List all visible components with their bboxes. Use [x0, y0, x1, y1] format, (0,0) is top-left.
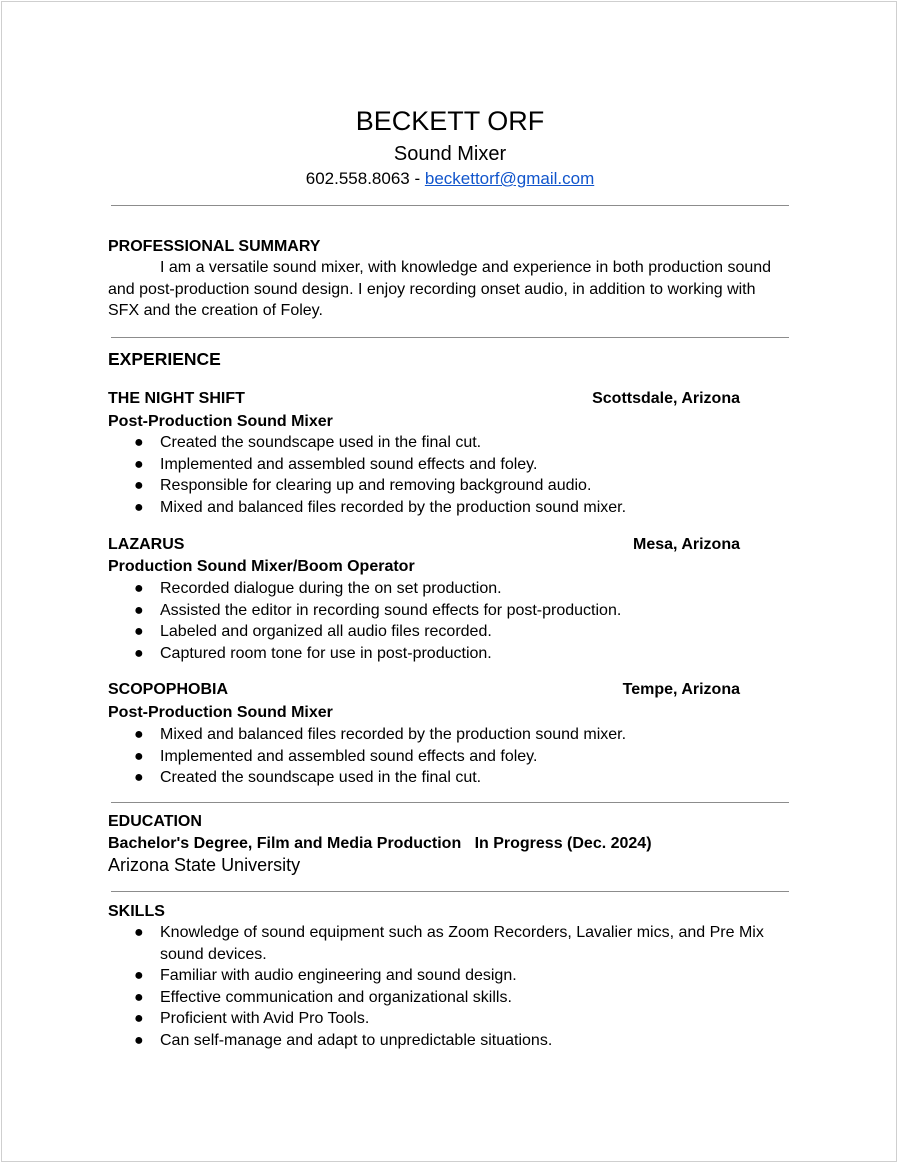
job-company: SCOPOPHOBIA — [108, 681, 229, 698]
list-item: ● Effective communication and organizational skills. — [0, 987, 780, 1009]
list-item: ● Created the soundscape used in the final cut. — [0, 432, 780, 454]
bullet-icon: ● — [134, 747, 144, 765]
list-item: ● Knowledge of sound equipment such as Zoom Recorders, Lavalier mics, and Pre Mix sound devices. — [134, 924, 764, 963]
job-bullets — [0, 578, 900, 664]
divider-education — [111, 891, 789, 892]
list-item: ● Assisted the editor in recording sound effects for post-production. — [0, 600, 780, 622]
job-bullets — [0, 724, 900, 789]
job-role: Post-Production Sound Mixer — [108, 704, 333, 721]
bullet-icon: ● — [134, 967, 144, 984]
bullet-icon: ● — [134, 988, 144, 1006]
job-location: Mesa, Arizona — [633, 536, 740, 553]
skills-list — [0, 922, 900, 1051]
experience-heading: EXPERIENCE — [108, 349, 221, 369]
summary-heading: PROFESSIONAL SUMMARY — [108, 238, 321, 255]
list-item: ● Implemented and assembled sound effects and foley. — [0, 746, 780, 768]
list-item: ● Captured room tone for use in post-production. — [0, 643, 780, 665]
bullet-icon: ● — [134, 924, 144, 941]
contact-line — [0, 168, 900, 190]
education-heading: EDUCATION — [108, 813, 202, 830]
list-item: ● Recorded dialogue during the on set production. — [0, 578, 780, 600]
list-item: ● Mixed and balanced files recorded by the production sound mixer. — [0, 497, 780, 519]
list-item: ● Created the soundscape used in the final cut. — [0, 767, 780, 789]
job-company: THE NIGHT SHIFT — [108, 390, 245, 407]
phone-number: 602.558.8063 — [305, 169, 410, 188]
school-name: Arizona State University — [108, 855, 301, 875]
bullet-icon: ● — [134, 726, 144, 743]
bullet-icon: ● — [134, 1031, 144, 1049]
bullet-icon: ● — [134, 455, 144, 473]
summary-text-block — [108, 257, 788, 322]
divider-experience — [111, 802, 789, 803]
job-location: Tempe, Arizona — [622, 681, 740, 698]
degree-name: Bachelor's Degree, Film and Media Production — [108, 835, 462, 852]
list-item: ● Familiar with audio engineering and sound design. — [0, 965, 780, 987]
bullet-icon: ● — [134, 1010, 144, 1027]
bullet-icon: ● — [134, 769, 144, 786]
list-item: ● Implemented and assembled sound effects and foley. — [0, 454, 780, 476]
candidate-title: Sound Mixer — [393, 143, 507, 165]
list-item: ● Can self-manage and adapt to unpredictable situations. — [0, 1030, 780, 1052]
job-bullets — [0, 432, 900, 518]
email-link[interactable]: beckettorf@gmail.com — [424, 169, 595, 188]
degree-status: In Progress (Dec. 2024) — [474, 835, 652, 852]
list-item: ● Proficient with Avid Pro Tools. — [0, 1008, 780, 1030]
bullet-icon: ● — [134, 434, 144, 451]
skills-heading: SKILLS — [108, 903, 165, 920]
divider-summary — [111, 337, 789, 338]
job-role: Production Sound Mixer/Boom Operator — [108, 558, 415, 575]
job-role: Post-Production Sound Mixer — [108, 413, 333, 430]
bullet-icon: ● — [134, 644, 144, 662]
bullet-icon: ● — [134, 601, 144, 619]
divider-header — [111, 205, 789, 206]
job-company: LAZARUS — [108, 536, 185, 553]
job-location: Scottsdale, Arizona — [592, 390, 740, 407]
bullet-icon: ● — [134, 477, 144, 494]
contact-separator: - — [409, 169, 425, 188]
list-item: ● Responsible for clearing up and removing background audio. — [0, 475, 780, 497]
bullet-icon: ● — [134, 623, 144, 640]
bullet-icon: ● — [134, 498, 144, 516]
list-item: ● Labeled and organized all audio files recorded. — [0, 621, 780, 643]
candidate-name: BECKETT ORF — [355, 106, 545, 136]
bullet-icon: ● — [134, 580, 144, 597]
summary-text: I am a versatile sound mixer, with knowledge and experience in both production sound and post-production sound design. I enjoy recording onset audio, in addition to working with SFX and the creation of Foley. — [108, 259, 772, 319]
list-item: ● Mixed and balanced files recorded by the production sound mixer. — [0, 724, 780, 746]
education-degree-line — [108, 834, 652, 854]
